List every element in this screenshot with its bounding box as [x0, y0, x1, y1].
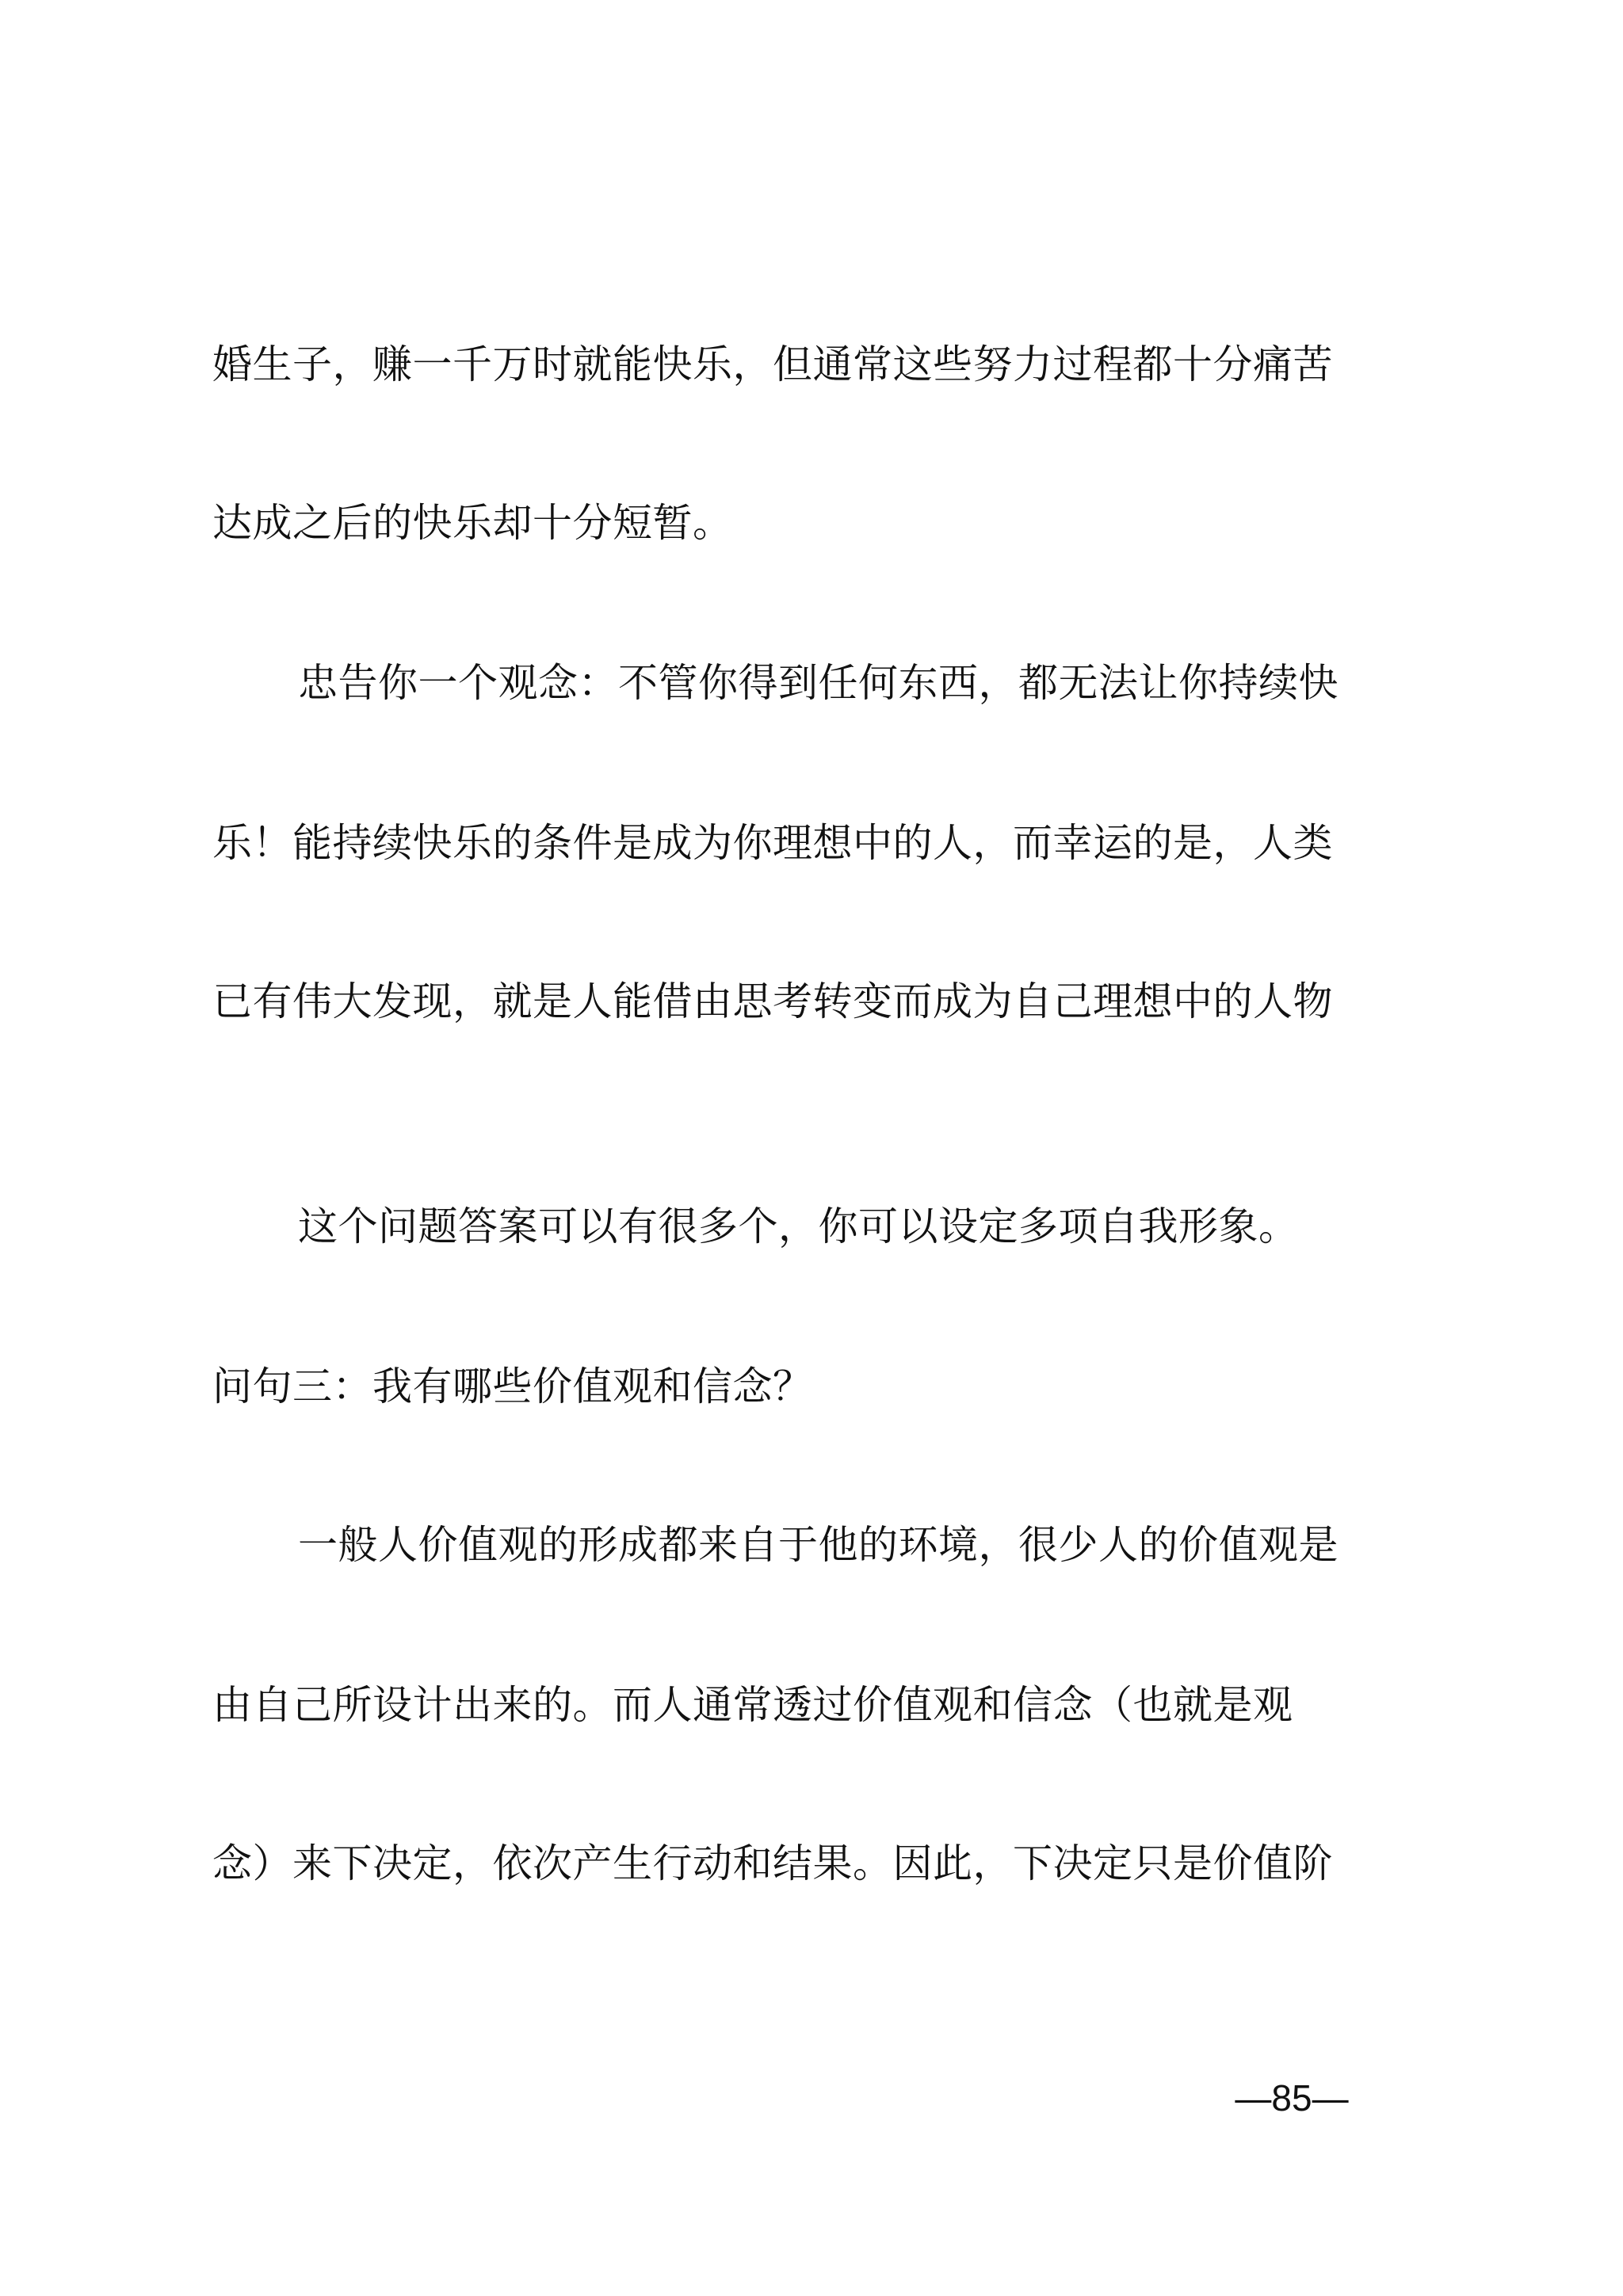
- text-line: 念）来下决定，依次产生行动和结果。因此，下决定只是价值阶: [212, 1840, 1333, 1886]
- text-line: 这个问题答案可以有很多个，你可以设定多项自我形象。: [298, 1203, 1299, 1249]
- text-line: 由自己所设计出来的。而人通常透过价值观和信念（也就是观: [212, 1682, 1293, 1728]
- text-line: 一般人价值观的形成都来自于他的环境，很少人的价值观是: [298, 1522, 1338, 1568]
- page-number: —85—: [1235, 2077, 1349, 2119]
- text-line: 达成之后的快乐却十分短暂。: [212, 500, 733, 546]
- text-line: 忠告你一个观念：不管你得到任何东西，都无法让你持续快: [298, 660, 1338, 706]
- section-question: 问句三：我有哪些价值观和信念？: [212, 1363, 813, 1409]
- text-line: 已有伟大发现，就是人能借由思考转变而成为自己理想中的人物: [212, 978, 1333, 1024]
- text-line: 乐！能持续快乐的条件是成为你理想中的人，而幸运的是，人类: [212, 820, 1333, 866]
- text-line: 婚生子，赚一千万时就能快乐，但通常这些努力过程都十分痛苦: [212, 341, 1333, 387]
